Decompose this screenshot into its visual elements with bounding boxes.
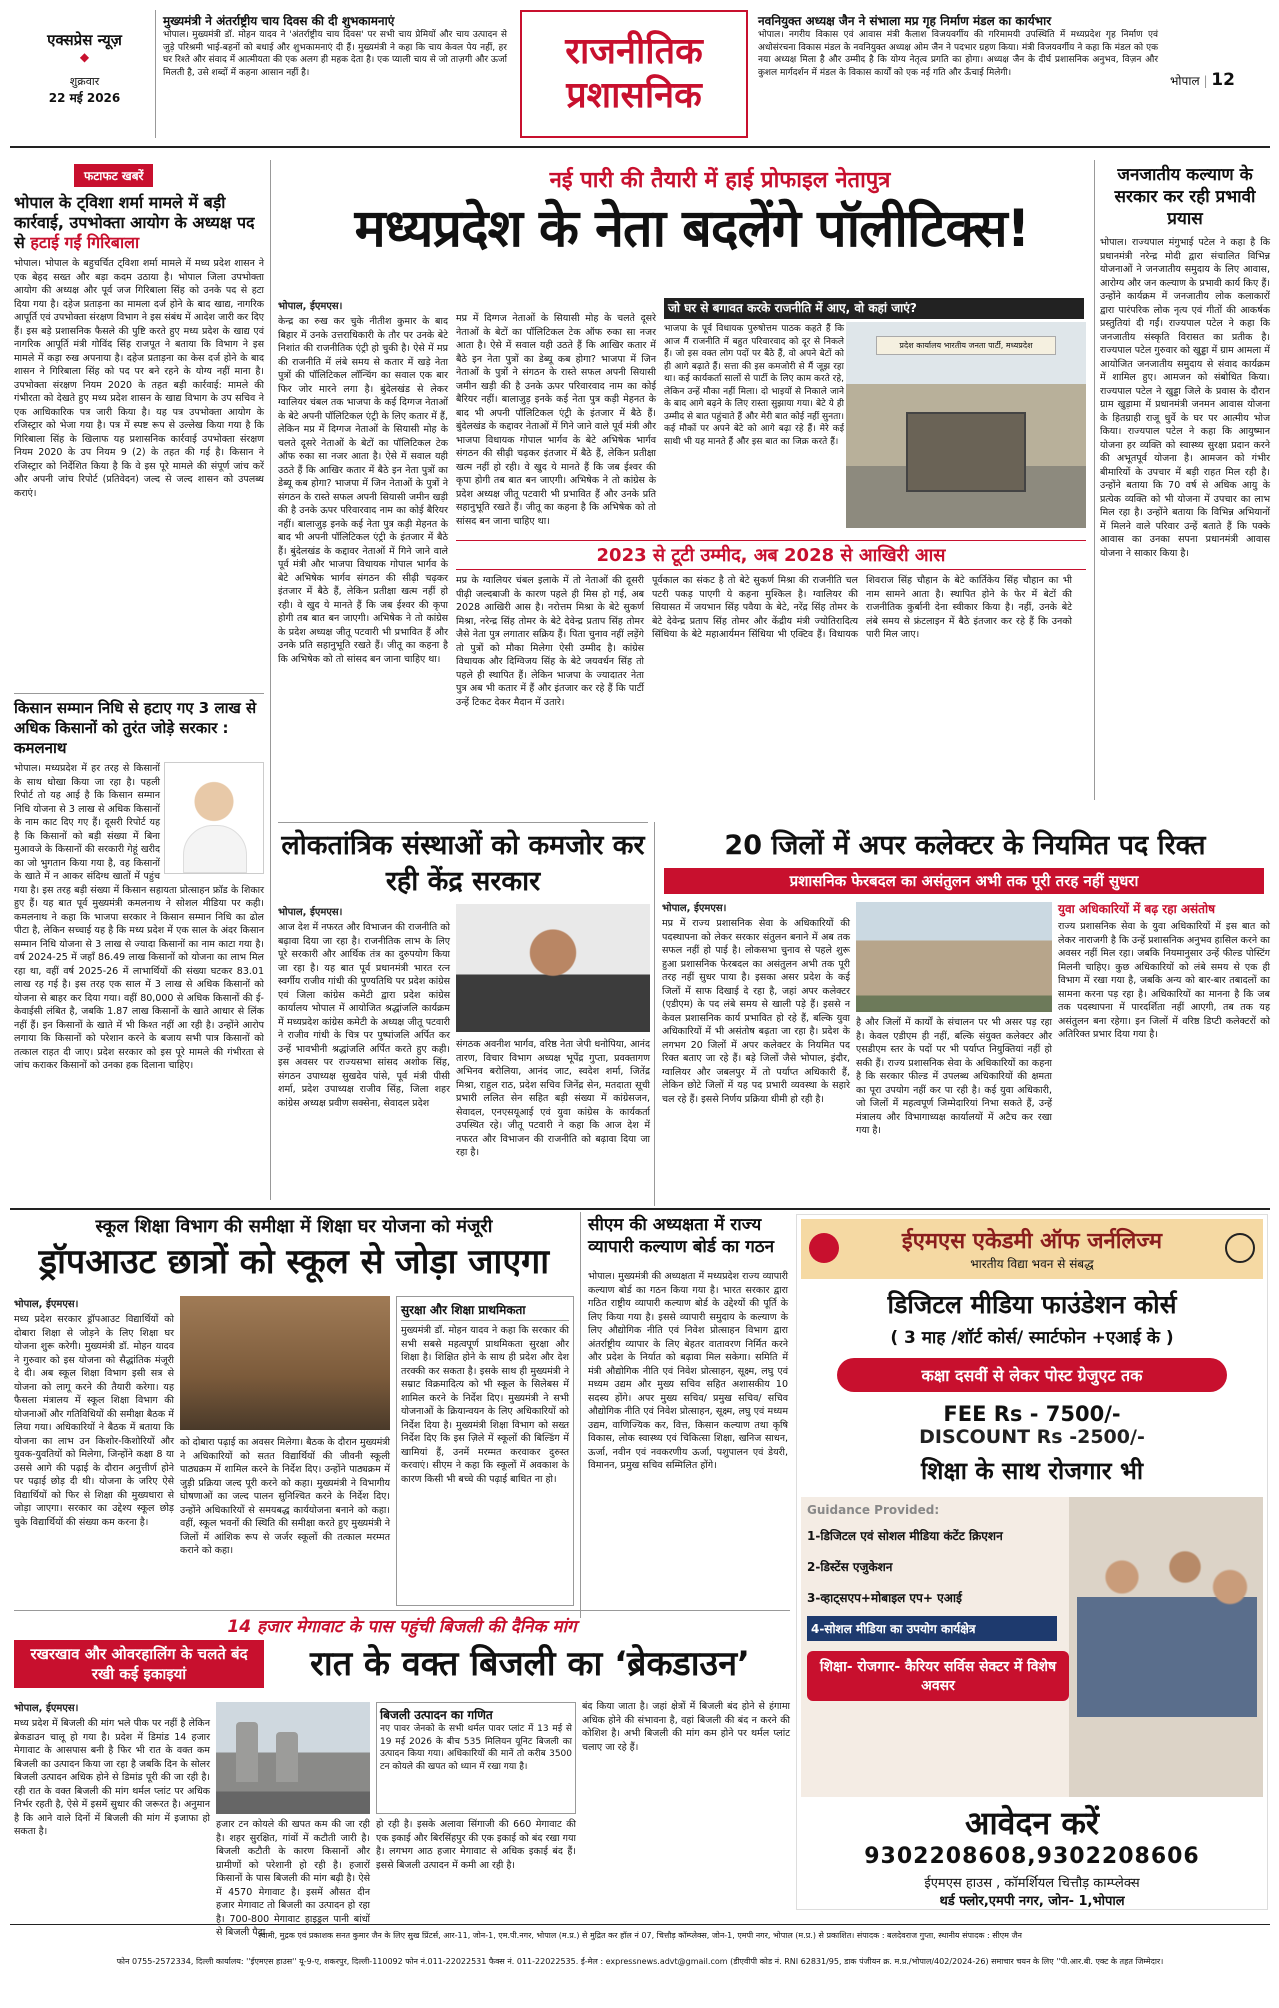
box-2028: [456, 540, 1086, 814]
brief-1-text: भोपाल। मुख्यमंत्री डॉ. मोहन यादव ने 'अंतर्राष्ट्रीय चाय दिवस' पर सभी चाय प्रेमियों और चाय उत्पादन से जुड़े परिश्रमी भाई-बहनों को बधाई और शुभकामनाएं दी हैं। मुख्यमंत्री ने कहा कि चाय केवल पेय नहीं, हर घर रिश्ते और संवाद में आत्मीयता की एक अलग ही महक देता है। एक प्याली चाय से जो ताज़गी और ऊर्जा मिलती है, उसे शब्दों में कहना आसान नहीं है।: [163, 30, 507, 78]
ad-apply: आवेदन करें: [964, 1804, 1100, 1842]
ornament: ◆: [79, 50, 90, 64]
quick-news-tag: फटाफट खबरें: [74, 164, 153, 187]
power-text-1: मध्य प्रदेश में बिजली की मांग भले पीक पर नहीं है लेकिन ब्रेकडाउन चालू हो गया है। प्रदेश में डिमांड 14 हजार मेगावाट के आसपास बनी है फिर भी रात के वक्त कम बिजली का उत्पादन किया जा रहा है जबकि दिन के सोलर बिजली उत्पादन अधिक होने से डिमांड पूरी की जा रही है। रही रात के वक्त बिजली की मांग थर्मल प्लांट पर अधिक निर्भर रहती है, ऐसे में इसमें सुधार की जरूरत है। अनुमान है कि आने वाले दिनों में बिजली की मांग में इजाफा हो सकता है।: [14, 1718, 210, 1837]
collector-subhead: प्रशासनिक फेरबदल का असंतुलन अभी तक पूरी तरह नहीं सुधरा: [664, 868, 1264, 894]
box-2028-title: 2023 से टूटी उम्मीद, अब 2028 से आखिरी आस: [456, 540, 1086, 570]
lead-col-2: मप्र में दिग्गज नेताओं के सियासी मोह के चलते दूसरे नेताओं के बेटों का पॉलिटिकल टेक ऑफ रुका सा नजर आता है। ऐसे में सवाल यही उठते हैं कि आखिर कतार में बैठे इन नेता पुत्रों का डेब्यू कब होगा? भाजपा में जिन नेताओं के पुत्रों ने संगठन के रास्ते सफल अपनी सियासी जमीन खड़ी की है उनके ऊपर परिवारवाद नाम का कोई बैरियर नहीं। बालाजुड़ इनके कई नेता पुत्र कड़ी मेहनत के बाद भी अपनी पॉलिटिकल एंट्री के इंतजार में बैठे हैं। बुंदेलखंड के कद्दावर नेताओं में गिने जाने वाले पूर्व मंत्री और भाजपा विधायक गोपाल भार्गव के बेटे अभिषेक भार्गव संगठन की सीढ़ी चढ़कर इंतजार में बैठे हैं, लेकिन प्रतीक्षा खत्म नहीं हो रही। वे खुद ये मानते हैं कि जब ईश्वर की कृपा होगी तब बात बन जाएगी। अभिषेक ने तो कांग्रेस के प्रदेश अध्यक्ष जीतू पटवारी भी प्रभावित हैं और उनके प्रति सहानुभूति रखते हैं। जीतू का कहना है कि अभिषेक को तो सांसद बन जाना चाहिए था।: [456, 313, 656, 527]
collector-col-3: [1058, 900, 1270, 1206]
collector-col-1: [662, 900, 850, 1206]
lead-headline: मध्यप्रदेश के नेता बदलेंगे पॉलीटिक्स!: [354, 199, 1030, 259]
power-byline: भोपाल, ईएमएस।: [14, 1703, 79, 1714]
collector-side-title: युवा अधिकारियों में बढ़ रहा असंतोष: [1058, 902, 1216, 916]
jitu-patwari-photo: [456, 904, 650, 1032]
brief-2-title: नवनियुक्त अध्यक्ष जैन ने संभाला मप्र गृह निर्माण मंडल का कार्यभार: [758, 14, 1052, 28]
traders-text: भोपाल। मुख्यमंत्री की अध्यक्षता में मध्यप्रदेश राज्य व्यापारी कल्याण बोर्ड का गठन किया गया है। भारत सरकार द्वारा गठित राष्ट्रीय व्यापारी कल्याण बोर्ड के उद्देश्यों की पूर्ति के लिए किया गया है। इससे व्यापारी समुदाय के कल्याण के लिए औद्योगिक नीति एवं निवेश प्रोत्साहन विभाग द्वारा अंतर्राष्ट्रीय व्यापार के लिए बेहतर वातावरण निर्मित करने और प्रदेश के निर्यात को बढ़ावा मिल सकेगा। समिति में मंत्री औद्योगिक नीति एवं निवेश प्रोत्साहन, सूक्ष्म, लघु एवं मध्यम उद्यम और मुख्य सचिव सहित अशासकीय 10 सदस्य होंगे। अपर मुख्य सचिव/ प्रमुख सचिव/ सचिव औद्योगिक नीति एवं निवेश प्रोत्साहन, सूक्ष्म, लघु एवं मध्यम उद्यम, वाणिज्यिक कर, वित्त, किसान कल्याण तथा कृषि विकास, लोक स्वास्थ्य एवं चिकित्सा शिक्षा, खनिज साधन, ऊर्जा, नवीन एवं नवकरणीय ऊर्जा, पशुपालन एवं डेयरी, विमानन, प्रमुख सचिव सम्मिलित होंगे।: [588, 1271, 788, 1471]
power-headline: रात के वक्त बिजली का ‘ब्रेकडाउन’: [310, 1644, 750, 1684]
rule: [278, 822, 648, 823]
story-1-headline-b: हटाई गईं गिरिबाला: [30, 233, 140, 252]
col-rule: [580, 1212, 581, 1618]
page-number: 12: [1211, 70, 1235, 90]
lead-byline: भोपाल, ईएमएस।: [278, 301, 343, 312]
header-brief-2: [758, 14, 1158, 121]
story-1-headline-a: भोपाल के ट्विशा शर्मा मामले में बड़ी कार्रवाई, उपभोक्ता आयोग के अध्यक्ष पद से: [14, 193, 255, 252]
ad-header: [801, 1219, 1263, 1279]
section-label: [520, 10, 748, 138]
institutions-byline: भोपाल, ईएमएस।: [278, 907, 343, 918]
lead-body: [278, 298, 448, 818]
story-1-text: भोपाल। भोपाल के बहुचर्चित ट्विशा शर्मा मामले में मध्य प्रदेश शासन ने एक बेहद सख्त और बड़ा कदम उठाया है। भोपाल जिला उपभोक्ता आयोग की अध्यक्ष और पूर्व जज गिरिबाला सिंह को उनके पद से हटा दिया गया है। दहेज प्रताड़ना का मामला दर्ज होने के बाद खाद्य, नागरिक आपूर्ति एवं उपभोक्ता संरक्षण विभाग ने इस संबंध में आदेश जारी कर दिए हैं। इस बड़े प्रशासनिक फैसले की पुष्टि करते हुए मध्य प्रदेश के खाद्य एवं नागरिक आपूर्ति मंत्री गोविंद सिंह राजपूत ने बताया कि विभाग ने इस मामले में कड़ा रुख अपनाया है। दहेज प्रताड़ना का केस दर्ज होने के बाद शासन ने गिरिबाला सिंह को पद पर बने रहने के योग्य नहीं माना है। उपभोक्ता संरक्षण नियम 2020 के तहत बड़ी कार्रवाई: मामले की गंभीरता को देखते हुए मध्य प्रदेश शासन के खाद्य विभाग के उप सचिव ने एक आधिकारिक पत्र जारी किया है। यह पत्र उपभोक्ता आयोग के रजिस्ट्रार को भेजा गया है। पत्र में स्पष्ट रूप से उल्लेख किया गया है कि गिरिबाला सिंह के खिलाफ यह प्रशासनिक कार्रवाई उपभोक्ता संरक्षण नियम 2020 के उप नियम 9 (2) के तहत की गई है। किसान ने रजिस्ट्रार को निर्देशित किया है कि वे इस पूरे मामले की संपूर्ण जांच करें और अपनी जांच रिपोर्ट (प्रतिवेदन) जल्द से जल्द शासन को उपलब्ध कराएं।: [14, 258, 264, 499]
ad-org: ईएमएस एकेडमी ऑफ जर्नलिज्म: [901, 1229, 1163, 1254]
school-side-box: [396, 1296, 574, 1606]
date: 22 मई 2026: [48, 91, 121, 105]
ad-logo-right: [1225, 1233, 1255, 1263]
power-text-4: बंद किया जाता है। जहां क्षेत्रों में बिजली बंद होने से हंगामा अधिक होने की संभावना है, वहां बिजली की बंद न करने की कोशिश है। अभी बिजली की मांग कम होने पर थर्मल प्लांट चलाए जा रहे हैं।: [582, 1701, 790, 1753]
divider: |: [1203, 74, 1212, 88]
page-info: [1170, 70, 1270, 90]
tribal-text: भोपाल। राज्यपाल मंगुभाई पटेल ने कहा है कि प्रधानमंत्री नरेन्द्र मोदी द्वारा संचालित विभिन्न योजनाओं ने जनजातीय समुदाय के लिए आवास, आरोग्य और जन कल्याण के प्रभावी कार्य किए हैं। उन्होंने कार्यक्रम में जनजातीय लोक कलाकारों द्वारा पारंपरिक लोक नृत्य एवं गीतों की आकर्षक प्रस्तुतियां दी गईं। राज्यपाल पटेल ने कहा कि जनजातीय संस्कृति विरासत का प्रतीक है। राज्यपाल पटेल गुरुवार को खुड्डा में ग्राम आमला में आयोजित जनजातीय समुदाय से संवाद कार्यक्रम में शामिल हुए। आमजन को संबोधित किया। राज्यपाल पटेल ने खुड्डा जिले के प्रवास के दौरान ग्राम खुड़ामा में प्रधानमंत्री जनमन आवास योजना के हितग्राही राजू धुर्वे के घर पर आत्मीय भोज किया। राज्यपाल पटेल ने कहा कि आयुष्मान योजना हर व्यक्ति को स्वास्थ्य सुरक्षा प्रदान करने की अभूतपूर्व योजना है। आमजन को गंभीर बीमारियों के उपचार में बड़ी राहत मिल रही है। उन्होंने बताया कि 70 वर्ष से अधिक आयु के प्रत्येक व्यक्ति को भी योजना में उपचार का लाभ मिल रहा है। उन्होंने बताया कि विभिन्न अभियानों में मिलने वाले परिवार उन्हें बताते हैं कि पक्के आवास का उनका सपना प्रधानमंत्री आवास योजना ने साकार किया है।: [1100, 237, 1270, 559]
lead-col-1: केन्द्र का रुख कर चुके नीतीश कुमार के बाद बिहार में उनके उत्तराधिकारी के तौर पर उनके बेटे निशांत की राजनीतिक एंट्री हो चुकी है। ऐसे में मप्र की राजनीति में लंबे समय से कतार में खड़े नेता पुत्रों की पॉलिटिकल लॉन्चिंग का सवाल एक बार फिर जोर मारने लगा है। बुंदेलखंड से लेकर ग्वालियर चंबल तक भाजपा के कई दिग्गज नेताओं के बेटे अपनी पॉलिटिकल एंट्री के लिए कतार में हैं, लेकिन मप्र में दिग्गज नेताओं के सियासी मोह के चलते दूसरे नेताओं के बेटों का पॉलिटिकल टेक ऑफ रुका सा नजर आता है। ऐसे में सवाल यही उठते हैं कि आखिर कतार में बैठे इन नेता पुत्रों का डेब्यू कब होगा? भाजपा में जिन नेताओं के पुत्रों ने संगठन के रास्ते सफल अपनी सियासी जमीन खड़ी की है उनके ऊपर परिवारवाद नाम का कोई बैरियर नहीं। बालाजुड़ इनके कई नेता पुत्र कड़ी मेहनत के बाद भी अपनी पॉलिटिकल एंट्री के इंतजार में बैठे हैं। बुंदेलखंड के कद्दावर नेताओं में गिने जाने वाले पूर्व मंत्री और भाजपा विधायक गोपाल भार्गव के बेटे अभिषेक भार्गव संगठन की सीढ़ी चढ़कर इंतजार में बैठे हैं, लेकिन प्रतीक्षा खत्म नहीं हो रही। वे खुद ये मानते हैं कि जब ईश्वर की कृपा होगी तब बात बन जाएगी। अभिषेक ने तो कांग्रेस के प्रदेश अध्यक्ष जीतू पटवारी भी प्रभावित हैं और उनके प्रति सहानुभूति रखते हैं। जीतू का कहना है कि अभिषेक को तो सांसद बन जाना चाहिए था।: [278, 316, 448, 665]
institutions-col-1: [278, 904, 450, 1204]
school-byline: भोपाल, ईएमएस।: [14, 1299, 79, 1310]
kamalnath-photo: [164, 762, 264, 874]
brief-1-title: मुख्यमंत्री ने अंतर्राष्ट्रीय चाय दिवस की दी शुभकामनाएं: [163, 14, 395, 28]
collector-text-3: राज्य प्रशासनिक सेवा के युवा अधिकारियों में इस बात को लेकर नाराजगी है कि उन्हें प्रशासनिक अनुभव हासिल करने का अवसर नहीं मिल रहा। जबकि नियमानुसार उन्हें फील्ड पोस्टिंग मिलनी चाहिए। कुछ अधिकारियों को लंबे समय से एक ही विभाग में रखा गया है, जबकि अन्य को बार-बार तबादलों का सामना करना पड़ रहा है। अधिकारियों का मानना है कि जब तक पदस्थापना में पारदर्शिता नहीं आएगी, तब तक यह असंतुलन बना रहेगा। इन जिलों में वरिष्ठ डिप्टी कलेक्टरों को अतिरिक्त प्रभार दिया गया है।: [1058, 921, 1270, 1040]
section-rule: [10, 1208, 1270, 1210]
collector-text-1: मप्र में राज्य प्रशासनिक सेवा के अधिकारियों की पदस्थापना को लेकर सरकार संतुलन बनाने में अब तक सफल नहीं हो पाई है। लोकसभा चुनाव से पहले शुरू हुआ प्रशासनिक फेरबदल का असंतुलन अभी तक पूरी तरह नहीं सुधर पाया है। इसका असर प्रदेश के कई जिलों में साफ दिखाई दे रहा है, जहां अपर कलेक्टर (एडीएम) के पद लंबे समय से खाली पड़े हैं। इससे न केवल प्रशासनिक कार्य प्रभावित हो रहे हैं, बल्कि युवा अधिकारियों में भी असंतोष बढ़ता जा रहा है। प्रदेश के लगभग 20 जिलों में अपर कलेक्टर के नियमित पद रिक्त बताए जा रहे हैं। बड़े जिलों जैसे भोपाल, इंदौर, ग्वालियर और जबलपुर में तो पर्याप्त अधिकारी हैं, लेकिन छोटे जिलों में यह पद प्रभारी व्यवस्था के सहारे चल रहे हैं। इससे निर्णय प्रक्रिया धीमी हो रही है।: [662, 918, 850, 1105]
power-math-box: [376, 1702, 576, 1814]
power-box-title: बिजली उत्पादन का गणित: [380, 1708, 493, 1722]
school-text-2: को दोबारा पढ़ाई का अवसर मिलेगा। बैठक के दौरान मुख्यमंत्री ने अधिकारियों को सतत विद्यार्थियों की जीवनी स्कूली पाठ्यक्रम में शामिल करने के निर्देश दिए। उन्होंने पाठ्यक्रम में जुड़ी प्रक्रिया जल्द पूरी करने को कहा। मुख्यमंत्री ने विभागीय घोषणाओं का जल्द पालन सुनिश्चित करने के निर्देश दिए। उन्होंने अधिकारियों से समयबद्ध कार्ययोजना बनाने को कहा। वहीं, स्कूल भवनों की स्थिति की समीक्षा करते हुए मुख्यमंत्री ने जिलों में आंशिक रूप से जर्जर स्कूलों की तत्काल मरम्मत कराने को कहा।: [180, 1437, 390, 1556]
ad-slogan: शिक्षा के साथ रोजगार भी: [920, 1457, 1144, 1485]
box-rebel-title: जो घर से बगावत करके राजनीति में आए, वो कहां जाएं?: [664, 298, 1084, 319]
power-side-label: रखरखाव और ओवरहालिंग के चलते बंद रखी कई इकाइयां: [14, 1640, 264, 1688]
ad-guide-2: 2-डिस्टेंस एजुकेशन: [807, 1560, 893, 1574]
ad-guide-4: 4-सोशल मीडिया का उपयोग कार्यक्षेत्र: [807, 1616, 1057, 1641]
story-2-headline: किसान सम्मान निधि से हटाए गए 3 लाख से अधिक किसानों को तुरंत जोड़े सरकार : कमलनाथ: [14, 699, 257, 757]
school-side-title: सुरक्षा और शिक्षा प्राथमिकता: [401, 1301, 569, 1321]
box-rebel-text: भाजपा के पूर्व विधायक पुरुषोत्तम पाठक कहते हैं कि आज मैं राजनीति में बहुत परिवारवाद को दूर से निकले हैं। जो इस वक्त लोग पदों पर बैठे हैं, वो अपने बेटों को ही आगे बढ़ाते हैं। सत्ता की इस कमजोरी से मैं जूझ रहा था। कई कार्यकर्ता सालों से पार्टी के लिए काम करते रहे, लेकिन उन्हें मौका नहीं मिला। दो भाइयों से निकाले जाने के बाद आगे बढ़ने के लिए रास्ता सुझाया गया। बेटे ये ही उम्मीद से बात पहुंचाते हैं और मेरी बात कोई नहीं सुनता। कई मौकों पर अपने बेटे को आगे बढ़ा रहे हैं। मेरे कई साथी भी यह मानते हैं और इस बात का जिक्र करते हैं।: [664, 324, 844, 447]
classroom-photo: [180, 1296, 390, 1430]
institutions-text-1: आज देश में नफरत और विभाजन की राजनीति को बढ़ावा दिया जा रहा है। राजनीतिक लाभ के लिए पूरे सरकारी और आर्थिक तंत्र का दुरुपयोग किया जा रहा है। यह बात पूर्व प्रधानमंत्री भारत रत्न स्वर्गीय राजीव गांधी की पुण्यतिथि पर प्रदेश कांग्रेस एवं जिला कांग्रेस कमेटी द्वारा प्रदेश कांग्रेस कार्यालय भोपाल में आयोजित श्रद्धांजलि कार्यक्रम में मध्यप्रदेश कांग्रेस कमेटी के अध्यक्ष जीतू पटवारी ने राजीव गांधी के चित्र पर पुष्पांजलि अर्पित कर उन्हें भावभीनी श्रद्धांजलि अर्पित करते हुए कही। इस अवसर पर राज्यसभा सांसद अशोक सिंह, संगठन उपाध्यक्ष सुखदेव पांसे, पूर्व मंत्री पीसी शर्मा, प्रदेश उपाध्यक्ष राजीव सिंह, जिला शहर कांग्रेस अध्यक्ष प्रवीण सक्सेना, सेवादल प्रदेश: [278, 922, 450, 1109]
ad-duration: ( 3 माह /शॉर्ट कोर्स/ स्मार्टफोन +एआई के ): [890, 1328, 1174, 1348]
col-rule: [1094, 160, 1095, 800]
ad-address-2: थर्ड फ्लोर,एमपी नगर, जोन- 1,भोपाल: [939, 1894, 1125, 1909]
ad-fee: FEE Rs - 7500/-: [943, 1402, 1121, 1426]
ad-guide-3: 3-व्हाट्सएप+मोबाइल एप+ एआई: [807, 1591, 962, 1605]
story-1-headline: [14, 193, 264, 253]
power-plant-photo: [216, 1702, 370, 1814]
ad-guidance-panel: [801, 1497, 1263, 1797]
footer-line-1: स्वामी, मुद्रक एवं प्रकाशक सनत कुमार जैन के लिए सुख प्रिंटर्स, आर-11, जोन-1, एम.पी.नगर, भोपाल (म.प्र.) से मुद्रित कर हॉल नं 07, चित्तौड़ कॉम्प्लेक्स, जोन-1, एमपी नगर, भोपाल (म.प्र.) से प्रकाशित। संपादक : बलदेवराज गुप्ता, स्थानीय संपादक : सीएम जैन: [258, 1931, 1022, 1940]
power-col-1: [14, 1700, 210, 1920]
school-side-text: मुख्यमंत्री डॉ. मोहन यादव ने कहा कि सरकार की सभी सबसे महत्वपूर्ण प्राथमिकता सुरक्षा और शिक्षा है। शिक्षित होने के साथ ही प्रदेश और देश तरक्की कर सकता है। इसके साथ ही मुख्यमंत्री ने सम्राट विक्रमादित्य को भी स्कूल के सिलेबस में शामिल करने के निर्देश दिए। मुख्यमंत्री ने सभी योजनाओं के क्रियान्वयन के लिए अधिकारियों को निर्देश दिया है। मुख्यमंत्री शिक्षा विभाग को सख्त निर्देश दिए कि इस ज़िले में स्कूलों की बिल्डिंग में खामियां हैं, उनमें मरम्मत करवाकर दुरुस्त करवाएं। सीएम ने कहा कि स्कूलों में अवकाश के कारण किसी भी बच्चे की पढ़ाई बाधित ना हो।: [401, 1325, 569, 1485]
collector-byline: भोपाल, ईएमएस।: [662, 903, 727, 914]
masthead-left: [14, 10, 156, 138]
academy-ad: [796, 1214, 1268, 1910]
ad-guide-1: 1-डिजिटल एवं सोशल मीडिया कंटेंट क्रिएशन: [807, 1529, 1003, 1543]
collector-headline: 20 जिलों में अपर कलेक्टर के नियमित पद रिक्त: [724, 830, 1206, 861]
ad-course: डिजिटल मीडिया फाउंडेशन कोर्स: [887, 1290, 1177, 1319]
school-headline: ड्रॉपआउट छात्रों को स्कूल से जोड़ा जाएगा: [38, 1242, 550, 1282]
footer-line-2: फोन 0755-2572334, दिल्ली कार्यालय: ''ईएमएस हाउस'' यू-9-ए, शकरपुर, दिल्ली-110092 फोन नं.011-22022531 फैक्स नं. 011-22022535. ई-मेल : expressnews.advt@gmail.com (डीएवीपी कोड नं. RNI 62831/95, डाक पंजीयन क्र. म.प्र./भोपाल/402/2024-26) समाचार चयन के लिए ''पी.आर.बी. एक्ट के तहत जिम्मेदार।: [116, 1957, 1164, 1966]
box-2028-text: मप्र के ग्वालियर चंबल इलाके में तो नेताओं की दूसरी पीढ़ी जल्दबाजी के कारण पहले ही मिस हो गई, अब 2028 आखिरी आस है। नरोत्तम मिश्रा के बेटे सुकर्ण मिश्रा, नरेन्द्र सिंह तोमर के बेटे देवेन्द्र प्रताप सिंह तोमर जैसे नेता पुत्र लगातार सक्रिय हैं। पिता चुनाव नहीं लड़ेंगे तो पुत्रों को मौका मिलेगा ऐसी उम्मीद है। कांग्रेस विधायक और दिग्विजय सिंह के बेटे जयवर्धन सिंह तो पहले ही स्थापित हैं। लेकिन भाजपा के ज्यादातर नेता पुत्र अब भी कतार में हैं और इंतजार कर रहे हैं कि पार्टी उन्हें टिकट देकर मैदान में उतारे।: [456, 575, 644, 708]
collector-text-2: है और जिलों में कार्यों के संचालन पर भी असर पड़ रहा है। केवल एडीएम ही नहीं, बल्कि संयुक्त कलेक्टर और एसडीएम स्तर के पदों पर भी पर्याप्त नियुक्तियां नहीं हो सकी हैं। राज्य प्रशासनिक सेवा के अधिकारियों का कहना है कि सरकार फील्ड में उपलब्ध अधिकारियों की क्षमता का पूरा उपयोग नहीं कर पा रही है। कई युवा अधिकारी, जो जिलों में महत्वपूर्ण जिम्मेदारियां निभा सकते हैं, उन्हें मंत्रालय और विभागाध्यक्ष कार्यालयों में अटैच कर रखा गया है।: [856, 1017, 1052, 1136]
traders-headline: सीएम की अध्यक्षता में राज्य व्यापारी कल्याण बोर्ड का गठन: [588, 1215, 775, 1257]
ad-discount: DISCOUNT Rs -2500/-: [919, 1426, 1145, 1448]
col-rule: [270, 160, 271, 1200]
institutions-text-2: संगठक अवनीश भार्गव, वरिष्ठ नेता जेपी धनोपिया, आनंद तारण, विचार विभाग अध्यक्ष भूपेंद्र गुप्ता, प्रवक्तागण अभिनव बरोलिया, आनंद जाट, स्वदेश शर्मा, जितेंद्र मिश्रा, राहुल राठ, प्रदेश सचिव जिनेंद्र सेन, मतदाता सूची प्रभारी ललित सेन सहित बड़ी संख्या में कांग्रेसजन, सेवादल, एनएसयूआई एवं युवा कांग्रेस के कार्यकर्ता उपस्थित रहे। जीतू पटवारी ने कहा कि आज देश में नफरत और विभाजन की राजनीति को बढ़ावा दिया जा रहा है।: [456, 1039, 650, 1158]
ad-logo-left: [809, 1233, 839, 1263]
mantralaya-photo: [856, 902, 1052, 1012]
ad-affiliation: भारतीय विद्या भवन से संबद्ध: [970, 1257, 1094, 1271]
school-col-1: [14, 1296, 174, 1606]
school-text-1: मध्य प्रदेश सरकार ड्रॉपआउट विद्यार्थियों को दोबारा शिक्षा से जोड़ने के लिए शिक्षा घर योजना शुरू करेगी। मुख्यमंत्री डॉ. मोहन यादव ने गुरुवार को इस योजना को सैद्धांतिक मंजूरी दे दी। अब स्कूल शिक्षा विभाग इसी सत्र से योजना को लागू करने की तैयारी करेगा। यह फैसला मंत्रालय में स्कूल शिक्षा विभाग की योजनाओं और गतिविधियों की समीक्षा बैठक में लिया गया। अधिकारियों ने बैठक में बताया कि योजना का लाभ उन किशोर-किशोरियों और युवक-युवतियों को मिलेगा, जिन्होंने कक्षा 8 या उससे आगे की पढ़ाई के दौरान अनुत्तीर्ण होने पर पढ़ाई छोड़ दी थी। योजना के जरिए ऐसे विद्यार्थियों को फिर से शिक्षा की मुख्यधारा से जोड़ा जाएगा। सरकार का उद्देश्य स्कूल छोड़ चुके विद्यार्थियों की संख्या कम करना है।: [14, 1314, 174, 1528]
office-signboard: प्रदेश कार्यालय भारतीय जनता पार्टी, मध्यप्रदेश: [876, 336, 1056, 355]
ad-eligibility: कक्षा दसवीं से लेकर पोस्ट ग्रेजुएट तक: [837, 1358, 1227, 1392]
power-text-3: हो रही है। इसके अलावा सिंगाजी की 660 मेगावाट की एक इकाई और बिरसिंहपुर की एक इकाई को बंद रखा गया है। लगभग आठ हजार मेगावाट से अधिक इकाई बंद हैं। इससे बिजली उत्पादन में कमी आ रही है।: [376, 1819, 576, 1871]
power-box-text: नए पावर जेनको के सभी थर्मल पावर प्लांट में 13 मई से 19 मई 2026 के बीच 535 मिलियन यूनिट बिजली का उत्पादन किया गया। अधिकारियों की मानें तो करीब 3500 टन कोयले की खपत को ध्यान में रखा गया है।: [380, 1724, 572, 1772]
lead-kicker: नई पारी की तैयारी में हाई प्रोफाइल नेतापुत्र: [549, 168, 891, 193]
tribal-headline: जनजातीय कल्याण के सरकार कर रही प्रभावी प्रयास: [1114, 165, 1256, 229]
power-kicker: 14 हजार मेगावाट के पास पहुंची बिजली की दैनिक मांग: [227, 1617, 577, 1637]
header-rule: [10, 146, 1270, 148]
paper-name: एक्सप्रेस न्यूज़: [47, 31, 122, 49]
city: भोपाल: [1170, 74, 1200, 88]
rule: [14, 693, 264, 694]
section-title-1: राजनीतिक: [565, 31, 703, 72]
power-text-2: हजार टन कोयले की खपत कम की जा रही है। शहर सुरक्षित, गांवों में कटौती जारी है। बिजली कटौती के कारण किसानों और ग्रामीणों को परेशानी हो रही है। हजारों किसानों के पास बिजली की मांग बढ़ी है। ऐसे में 4570 मेगावाट है। इसमें औसत दीन हजार मेगावाट तो बिजली का उत्पादन हो रहा है। 700-800 मेगावाट हाइड्रल पानी बांधों से बिजली पैदा: [216, 1819, 370, 1938]
brief-2-text: भोपाल। नगरीय विकास एवं आवास मंत्री कैलाश विजयवर्गीय की गरिमामयी उपस्थिति में मध्यप्रदेश गृह निर्माण एवं अधोसंरचना विकास मंडल के नवनियुक्त अध्यक्ष ओम जैन ने पदभार ग्रहण किया। मंत्री विजयवर्गीय ने कहा कि मंडल को एक नया अध्यक्ष मिला है और उम्मीद है कि योग्य नेतृत्व प्रगति का होगा। अध्यक्ष जैन के दीर्घ प्रशासनिक अनुभव, विज़न और कुशल मार्गदर्शन में मंडल के विकास कार्यों को एक नई गति और ऊँचाई मिलेगी।: [758, 30, 1158, 78]
col-rule: [654, 822, 655, 1206]
section-title-2: प्रशासनिक: [566, 75, 702, 116]
rule: [14, 1610, 790, 1611]
left-column: [14, 164, 264, 1198]
box-rebel: [664, 298, 917, 538]
institutions-headline: लोकतांत्रिक संस्थाओं को कमजोर कर रही केंद्र सरकार: [281, 830, 645, 897]
story-2-text: भोपाल। मध्यप्रदेश में हर तरह से किसानों के साथ धोखा किया जा रहा है। पहली रिपोर्ट तो यह आई है कि किसान सम्मान निधि योजना से 3 लाख से अधिक किसानों के नाम काट दिए गए हैं। दूसरी रिपोर्ट यह है कि किसानों को बड़ी संख्या में बिना मुआवजे के किसानों की सरकारी गेहूं खरीद का जो भुगतान किया गया है, वह किसानों के खाते में न आकर संदिग्ध खातों में पहुंच गया है। इस तरह बड़ी संख्या में किसान सहायता प्रोत्साहन फ्रॉड के शिकार हुए हैं। यह बात पूर्व मुख्यमंत्री कमलनाथ ने सोशल मीडिया पर कही। कमलनाथ ने कहा कि भाजपा सरकार ने किसान सम्मान निधि का ढोल पीटा है, लेकिन सच्चाई यह है कि मध्य प्रदेश में एक साल के अंदर किसान सम्मान निधि योजना से 3 लाख से ज्यादा किसानों का नाम काटा गया है। वर्ष 2024-25 में जहाँ 86.49 लाख किसानों को योजना का लाभ मिल रहा था, वहीं वर्ष 2025-26 में लाभार्थियों की संख्या घटकर 83.01 लाख रह गई है। इस तरह एक साल में 3 लाख से अधिक किसानों को योजना से बाहर कर दिया गया। वहीं 80,000 से अधिक किसानों की ई-केवाईसी लंबित है, जबकि 1.87 लाख किसानों के खाते आधार से लिंक नहीं हैं। इन किसानों के खाते में भी किश्त नहीं आ रही है। उन्होंने आरोप लगाया कि किसानों को परेशान करने के बजाय सभी पात्र किसानों को तत्काल राहत दी जाए। प्रदेश सरकार को इस पूरे मामले की गंभीरता से जांच कराकर किसानों को उनका हक दिलाना चाहिए।: [14, 763, 264, 1071]
ad-students-photo: [1077, 1517, 1257, 1717]
ad-guidance-label: Guidance Provided:: [807, 1503, 940, 1517]
bjp-office-photo: [846, 322, 1086, 528]
footer-rule: [10, 1924, 1270, 1925]
header-brief-1: [163, 14, 507, 121]
ad-phone: 9302208608,9302208606: [864, 1844, 1200, 1869]
school-kicker: स्कूल शिक्षा विभाग की समीक्षा में शिक्षा घर योजना को मंजूरी: [95, 1216, 493, 1237]
ad-career: शिक्षा- रोजगार- कैरियर सर्विस सेक्टर में विशेष अवसर: [807, 1651, 1069, 1701]
ad-address-1: ईएमएस हाउस , कॉमर्शियल चित्तौड़ काम्प्लेक्स: [924, 1876, 1140, 1891]
box-2028-text-2: पूर्वकाल का संकट है तो बेटे सुकर्ण मिश्रा की राजनीति चल पटरी पकड़ पाएगी ये कहना मुश्किल है। ग्वालियर की सियासत में जयभान सिंह पवैया के बेटे, नरेंद्र सिंह तोमर के बेटे देवेन्द्र प्रताप सिंह तोमर और केंद्रीय मंत्री ज्योतिरादित्य सिंधिया के बेटे महाआर्यमन सिंधिया भी एक्टिव हैं। विधायक शिवराज सिंह चौहान के बेटे कार्तिकेय सिंह चौहान का भी नाम सामने आता है। स्थापित होने के फेर में बेटों की राजनीतिक कुर्बानी देना स्वीकार किया है। नहीं, उनके बेटे लंबे समय से फ्रंटलाइन में बैठे इंतजार कर रहे हैं कि उनको पारी मिल जाए।: [652, 575, 1072, 640]
tribal-story: [1100, 164, 1270, 804]
day: शुक्रवार: [69, 75, 100, 88]
